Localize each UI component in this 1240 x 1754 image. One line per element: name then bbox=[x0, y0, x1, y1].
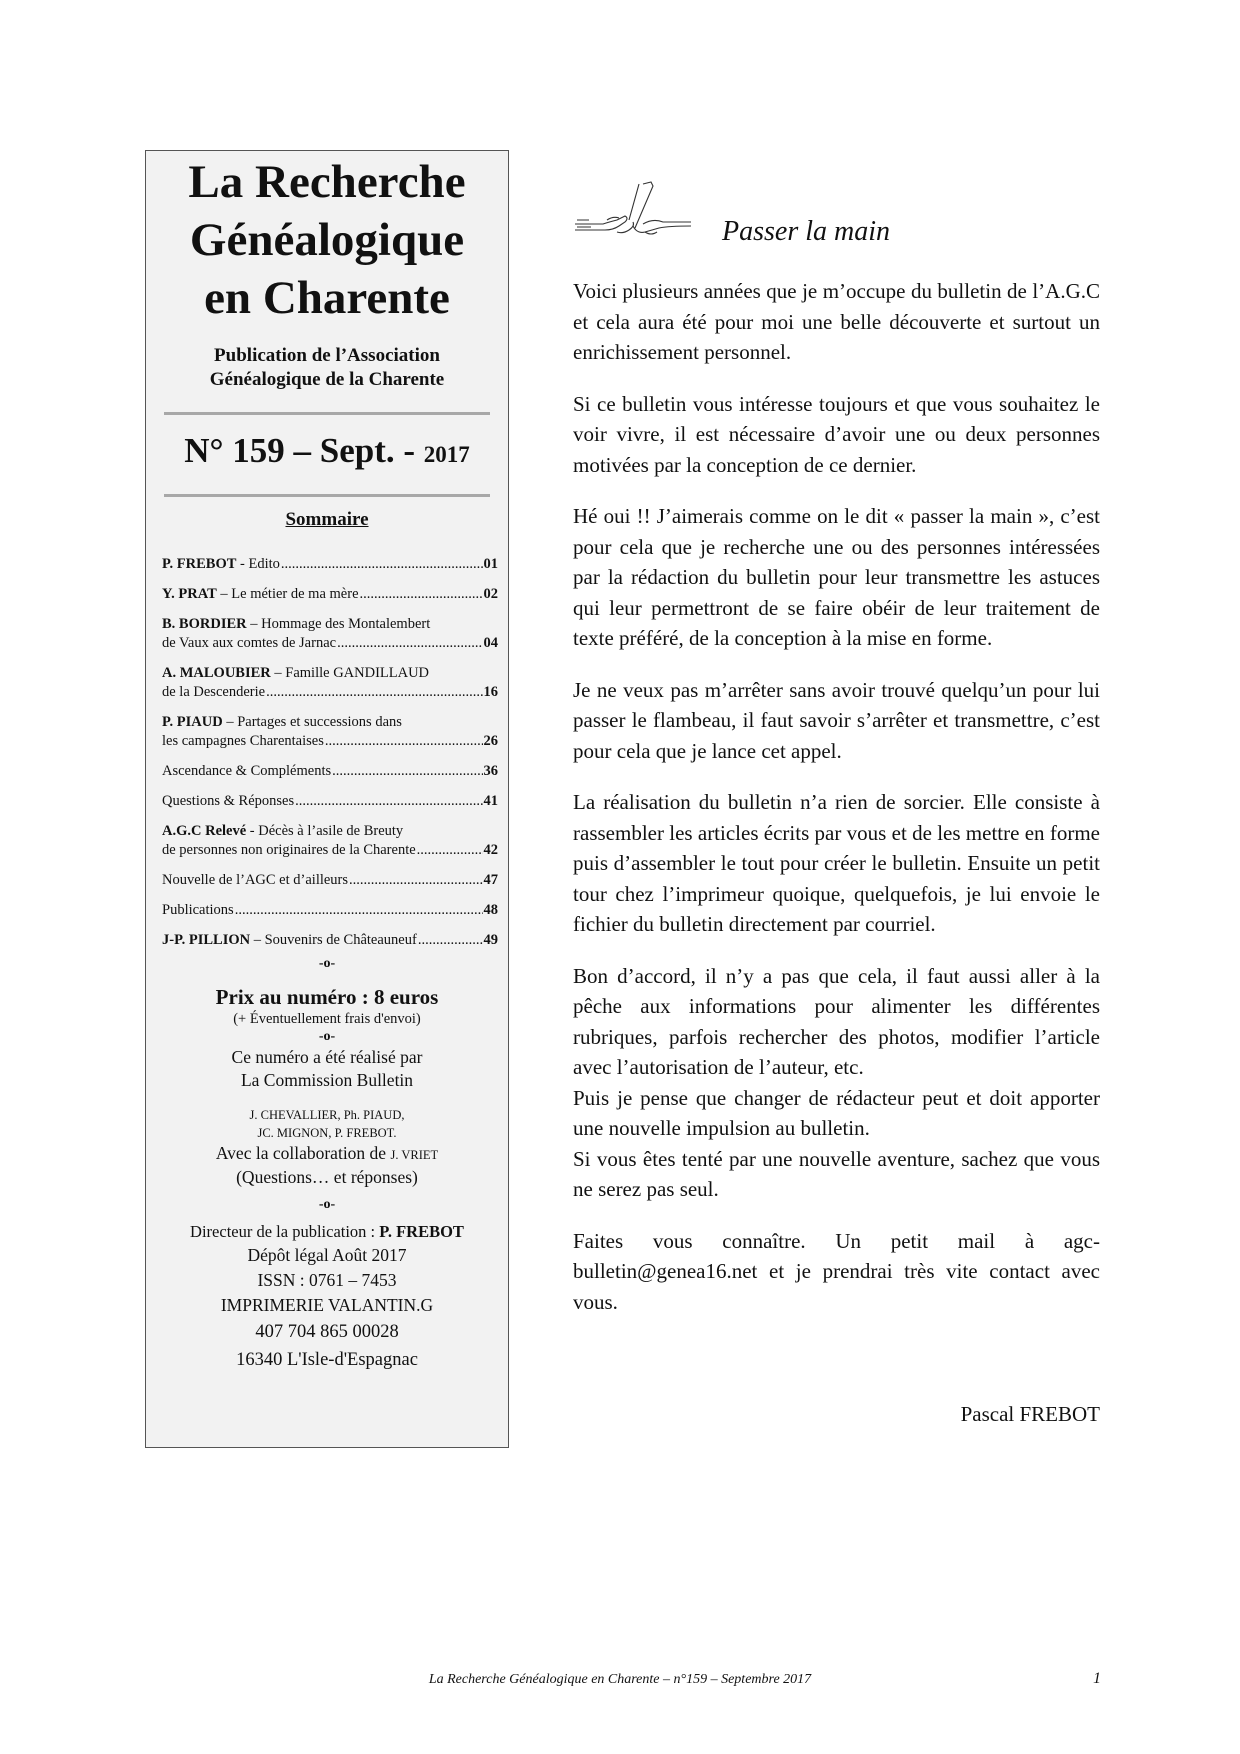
page-number: 1 bbox=[1093, 1670, 1101, 1687]
toc-leader bbox=[266, 683, 482, 702]
toc-entry bbox=[162, 762, 498, 781]
toc-separator: – bbox=[216, 586, 232, 602]
members-line: JC. MIGNON, P. FREBOT. bbox=[257, 1126, 397, 1140]
toc-leader bbox=[332, 762, 482, 781]
journal-title-line: La Recherche bbox=[188, 156, 466, 208]
toc-entry bbox=[162, 931, 498, 950]
toc-page: 04 bbox=[483, 635, 498, 651]
signature: Pascal FREBOT bbox=[960, 1402, 1100, 1426]
toc-title-cont: de personnes non originaires de la Charente bbox=[162, 842, 416, 858]
toc-page: 41 bbox=[483, 793, 498, 809]
toc-title: Famille GANDILLAUD bbox=[285, 665, 430, 681]
toc-entry bbox=[162, 871, 498, 890]
made-by-line: Ce numéro a été réalisé par bbox=[231, 1047, 423, 1067]
toc-text bbox=[162, 762, 331, 781]
toc-page: 48 bbox=[483, 902, 498, 918]
toc-page: 02 bbox=[483, 586, 498, 602]
toc-leader bbox=[360, 585, 483, 604]
separator: -o- bbox=[318, 956, 336, 971]
toc-title: Partages et successions dans bbox=[237, 714, 402, 730]
article-paragraph: Si vous êtes tenté par une nouvelle aventure, sachez que vous ne serez pas seul. bbox=[573, 1146, 1100, 1201]
legal-deposit: Dépôt légal Août 2017 bbox=[247, 1245, 407, 1265]
toc-leader bbox=[337, 634, 482, 653]
toc-text bbox=[162, 823, 403, 839]
director bbox=[146, 1220, 508, 1243]
toc-title: Nouvelle de l’AGC et d’ailleurs bbox=[162, 872, 349, 888]
article-paragraph: Hé oui !! J’aimerais comme on le dit « passer la main », c’est pour cela que je recherche une ou des personnes intéressées par la rédaction du bulletin pour leur transmettre les astuces qui leur permettront de se faire obéir de leur traitement de texte préféré, de la conception à la mise en forme. bbox=[573, 504, 1100, 650]
toc-text bbox=[162, 931, 417, 950]
separator: -o- bbox=[318, 1197, 336, 1212]
article-title: Passer la main bbox=[722, 216, 890, 247]
toc-text bbox=[162, 665, 429, 681]
separator: -o- bbox=[318, 1029, 336, 1044]
toc-leader bbox=[235, 901, 483, 920]
toc-separator: - bbox=[236, 556, 249, 572]
toc-text bbox=[162, 792, 294, 811]
journal-title-line: Généalogique bbox=[189, 214, 465, 266]
article-paragraph: Puis je pense que changer de rédacteur peut et doit apporter une nouvelle impulsion au bulletin. bbox=[573, 1085, 1100, 1140]
toc-entry bbox=[162, 713, 498, 751]
toc-title: Hommage des Montalembert bbox=[261, 616, 431, 632]
issue-year: 2017 bbox=[423, 442, 470, 467]
toc-page: 36 bbox=[483, 763, 498, 779]
toc-entry bbox=[162, 615, 498, 653]
toc-page: 49 bbox=[483, 932, 498, 948]
toc-separator: - bbox=[246, 823, 259, 839]
summary-heading: Sommaire bbox=[285, 509, 369, 530]
toc-text bbox=[162, 555, 280, 574]
toc-title-cont: de la Descenderie bbox=[162, 684, 266, 700]
toc-text bbox=[162, 714, 402, 730]
table-of-contents bbox=[146, 555, 508, 950]
director-label: Directeur de la publication : bbox=[190, 1222, 376, 1241]
toc-title-cont: de Vaux aux comtes de Jarnac bbox=[162, 635, 337, 651]
toc-title: Edito bbox=[248, 556, 280, 572]
publisher-subtitle bbox=[146, 344, 508, 392]
article-paragraph: Voici plusieurs années que je m’occupe du bulletin de l’A.G.C et cela aura été pour moi une belle découverte et surtout un enrichissement personnel. bbox=[573, 279, 1100, 364]
collaboration-note: (Questions… et réponses) bbox=[236, 1167, 418, 1187]
toc-author: B. BORDIER bbox=[162, 616, 247, 632]
collaboration bbox=[146, 1142, 508, 1164]
running-footer: La Recherche Généalogique en Charente – n°159 – Septembre 2017 bbox=[428, 1672, 812, 1687]
toc-entry bbox=[162, 555, 498, 574]
toc-title: Le métier de ma mère bbox=[231, 586, 359, 602]
article-paragraph: Bon d’accord, il n’y a pas que cela, il faut aussi aller à la pêche aux informations pour alimenter les différentes rubriques, parfois rechercher des photos, modifier l’article avec l’autorisation de l’auteur, etc. bbox=[573, 963, 1100, 1079]
toc-entry bbox=[162, 664, 498, 702]
printer: IMPRIMERIE VALANTIN.G bbox=[220, 1295, 434, 1315]
toc-text bbox=[162, 871, 348, 890]
toc-page: 01 bbox=[483, 556, 498, 572]
toc-title: Questions & Réponses bbox=[162, 793, 295, 809]
made-by-line: La Commission Bulletin bbox=[240, 1070, 414, 1090]
toc-leader bbox=[325, 732, 483, 751]
city: 16340 L'Isle-d'Espagnac bbox=[236, 1350, 418, 1370]
divider bbox=[164, 494, 490, 497]
toc-entry bbox=[162, 585, 498, 604]
journal-title-line: en Charente bbox=[204, 272, 450, 324]
toc-text bbox=[162, 585, 359, 604]
article-paragraph: Faites vous connaître. Un petit mail à agc-bulletin@genea16.net et je prendrai très vite contact avec vous. bbox=[573, 1228, 1100, 1314]
subtitle-line: Généalogique de la Charente bbox=[209, 369, 445, 390]
toc-entry bbox=[162, 792, 498, 811]
divider bbox=[164, 412, 490, 415]
toc-text bbox=[162, 616, 430, 632]
issn: ISSN : 0761 – 7453 bbox=[257, 1270, 397, 1290]
toc-author: J-P. PILLION bbox=[162, 932, 251, 948]
article-body bbox=[573, 276, 1100, 1338]
price: Prix au numéro : 8 euros bbox=[215, 985, 439, 1009]
toc-leader bbox=[418, 931, 483, 950]
director-name: P. FREBOT bbox=[379, 1222, 464, 1241]
toc-page: 26 bbox=[483, 733, 498, 749]
toc-title-cont: les campagnes Charentaises bbox=[162, 733, 324, 749]
toc-entry bbox=[162, 901, 498, 920]
toc-page: 47 bbox=[483, 872, 498, 888]
toc-leader bbox=[349, 871, 482, 890]
journal-title bbox=[146, 153, 508, 327]
toc-page: 16 bbox=[483, 684, 498, 700]
toc-author: P. FREBOT bbox=[162, 556, 237, 572]
toc-title: Décès à l’asile de Breuty bbox=[258, 823, 404, 839]
toc-author: A.G.C Relevé bbox=[162, 823, 247, 839]
members-line: J. CHEVALLIER, Ph. PIAUD, bbox=[249, 1108, 405, 1122]
article-paragraph: Si ce bulletin vous intéresse toujours et que vous souhaitez le voir vivre, il est nécessaire d’avoir une ou deux personnes motivées par la conception de ce dernier. bbox=[573, 391, 1100, 477]
toc-title: Ascendance & Compléments bbox=[162, 763, 332, 779]
toc-entry bbox=[162, 822, 498, 860]
toc-author: P. PIAUD bbox=[162, 714, 223, 730]
toc-text bbox=[162, 901, 234, 920]
toc-author: A. MALOUBIER bbox=[162, 665, 271, 681]
toc-leader bbox=[417, 841, 483, 860]
toc-title: Publications bbox=[162, 902, 234, 918]
issue-number bbox=[146, 431, 508, 475]
issue-main: N° 159 – Sept. - bbox=[184, 431, 416, 470]
toc-leader bbox=[295, 792, 482, 811]
toc-separator: – bbox=[222, 714, 238, 730]
article-paragraph: La réalisation du bulletin n’a rien de sorcier. Elle consiste à rassembler les articles écrits par vous et de les mettre en forme puis d’assembler le tout pour créer le bulletin. Ensuite un petit tour chez l’imprimeur quoique, quelquefois, je lui envoie le fichier du bulletin directement par courriel. bbox=[573, 790, 1100, 936]
toc-title: Souvenirs de Châteauneuf bbox=[264, 932, 417, 948]
toc-page: 42 bbox=[483, 842, 498, 858]
collaboration-name: J. VRIET bbox=[390, 1148, 439, 1162]
toc-leader bbox=[281, 555, 483, 574]
hands-passing-torch-icon bbox=[573, 180, 693, 242]
collaboration-text: Avec la collaboration de bbox=[215, 1143, 387, 1163]
toc-separator: – bbox=[250, 932, 265, 948]
article-paragraph: Je ne veux pas m’arrêter sans avoir trouvé quelqu’un pour lui passer le flambeau, il faut savoir s’arrêter et transmettre, c’est pour cela que je lance cet appel. bbox=[573, 677, 1100, 763]
siret: 407 704 865 00028 bbox=[255, 1322, 399, 1342]
toc-separator: – bbox=[270, 665, 286, 681]
toc-separator: – bbox=[246, 616, 262, 632]
price-note: (+ Éventuellement frais d'envoi) bbox=[233, 1011, 421, 1027]
toc-author: Y. PRAT bbox=[162, 586, 217, 602]
cover-sidebar bbox=[145, 150, 509, 1448]
subtitle-line: Publication de l’Association bbox=[214, 345, 440, 366]
